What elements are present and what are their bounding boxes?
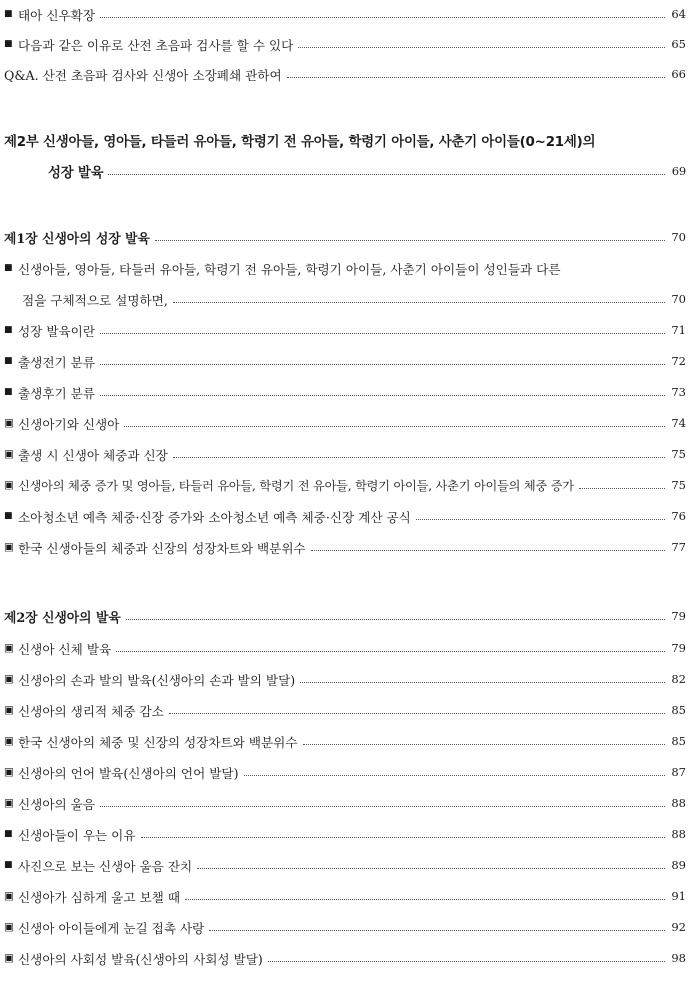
toc-page-number: 85 bbox=[671, 734, 686, 748]
toc-entry[interactable] bbox=[4, 535, 686, 559]
toc-page-number: 75 bbox=[671, 478, 686, 492]
toc-entry-title: 다음과 같은 이유로 산전 초음파 검사를 할 수 있다 bbox=[18, 37, 294, 53]
dot-leader bbox=[100, 333, 665, 334]
bullet-boxed-square-icon: ▣ bbox=[4, 890, 14, 902]
toc-entry-title: 사진으로 보는 신생아 울음 잔치 bbox=[18, 858, 193, 874]
bullet-boxed-square-icon: ▣ bbox=[4, 448, 14, 460]
toc-entry-title: 신생아의 체중 증가 및 영아들, 타들러 유아들, 학령기 전 유아들, 학령기 아이들, 사춘기 아이들의 체중 증가 bbox=[18, 478, 574, 493]
toc-entry[interactable] bbox=[4, 760, 686, 784]
dot-leader bbox=[100, 17, 665, 18]
toc-entry[interactable] bbox=[4, 636, 686, 660]
toc-entry-continuation[interactable] bbox=[4, 287, 686, 311]
toc-entry[interactable] bbox=[4, 349, 686, 373]
toc-page-number: 79 bbox=[671, 609, 686, 623]
toc-entry-title: 한국 신생아의 체중 및 신장의 성장차트와 백분위수 bbox=[18, 734, 298, 750]
dot-leader bbox=[100, 806, 665, 807]
toc-page-number: 66 bbox=[671, 67, 686, 81]
chapter-title: 제1장 신생아의 성장 발육 bbox=[4, 231, 150, 247]
bullet-boxed-square-icon: ▣ bbox=[4, 673, 14, 685]
dot-leader bbox=[268, 961, 665, 962]
toc-page-number: 77 bbox=[671, 540, 686, 554]
dot-leader bbox=[108, 174, 665, 175]
toc-entry-title: 신생아의 생리적 체중 감소 bbox=[18, 703, 164, 719]
part-title-line1: 제2부 신생아들, 영아들, 타들러 유아들, 학령기 전 유아들, 학령기 아이들, 사춘기 아이들(0~21세)의 bbox=[4, 134, 596, 150]
toc-page-number: 64 bbox=[671, 7, 686, 21]
bullet-boxed-square-icon: ▣ bbox=[4, 735, 14, 747]
toc-page-number: 82 bbox=[671, 672, 686, 686]
dot-leader bbox=[173, 302, 665, 303]
dot-leader bbox=[100, 364, 665, 365]
toc-entry-title: 신생아가 심하게 울고 보챌 때 bbox=[18, 889, 180, 905]
toc-entry[interactable] bbox=[4, 504, 686, 528]
toc-entry-title: 성장 발육이란 bbox=[18, 323, 95, 339]
dot-leader bbox=[311, 550, 665, 551]
toc-page-number: 91 bbox=[671, 889, 686, 903]
toc-page-number: 89 bbox=[671, 858, 686, 872]
toc-page-number: 72 bbox=[671, 354, 686, 368]
bullet-square-icon: ■ bbox=[4, 263, 13, 273]
toc-page-number: 85 bbox=[671, 703, 686, 717]
bullet-square-icon: ■ bbox=[4, 829, 13, 839]
bullet-boxed-square-icon: ▣ bbox=[4, 704, 14, 716]
toc-page-number: 73 bbox=[671, 385, 686, 399]
toc-entry-title: 신생아의 손과 발의 발육(신생아의 손과 발의 발달) bbox=[18, 672, 296, 688]
dot-leader bbox=[300, 682, 665, 683]
toc-page-number: 75 bbox=[671, 447, 686, 461]
bullet-boxed-square-icon: ▣ bbox=[4, 797, 14, 809]
toc-entry-title: 출생 시 신생아 체중과 신장 bbox=[18, 447, 168, 463]
dot-leader bbox=[100, 395, 665, 396]
dot-leader bbox=[303, 744, 666, 745]
bullet-square-icon: ■ bbox=[4, 39, 13, 49]
toc-entry[interactable] bbox=[4, 946, 686, 970]
bullet-square-icon: ■ bbox=[4, 325, 13, 335]
toc-page-number: 88 bbox=[671, 796, 686, 810]
toc-entry[interactable] bbox=[4, 729, 686, 753]
toc-page-number: 87 bbox=[671, 765, 686, 779]
bullet-boxed-square-icon: ▣ bbox=[4, 479, 14, 491]
bullet-square-icon: ■ bbox=[4, 356, 13, 366]
dot-leader bbox=[209, 930, 665, 931]
dot-leader bbox=[155, 240, 665, 241]
toc-page-number: 74 bbox=[671, 416, 686, 430]
toc-page-number: 92 bbox=[671, 920, 686, 934]
dot-leader bbox=[298, 47, 665, 48]
dot-leader bbox=[287, 77, 665, 78]
dot-leader bbox=[116, 651, 665, 652]
toc-entry-title: 신생아기와 신생아 bbox=[18, 416, 120, 432]
bullet-boxed-square-icon: ▣ bbox=[4, 921, 14, 933]
toc-entry[interactable] bbox=[4, 915, 686, 939]
toc-page-number: 76 bbox=[671, 509, 686, 523]
dot-leader bbox=[197, 868, 665, 869]
toc-page-number: 69 bbox=[671, 164, 686, 178]
dot-leader bbox=[416, 519, 665, 520]
dot-leader bbox=[185, 899, 665, 900]
toc-entry[interactable] bbox=[4, 791, 686, 815]
toc-entry-title: 신생아의 울음 bbox=[18, 796, 95, 812]
toc-entry-title: 신생아의 언어 발육(신생아의 언어 발달) bbox=[18, 765, 239, 781]
toc-page-number: 71 bbox=[671, 323, 686, 337]
toc-entry[interactable] bbox=[4, 698, 686, 722]
bullet-boxed-square-icon: ▣ bbox=[4, 952, 14, 964]
chapter-heading[interactable] bbox=[4, 604, 686, 628]
part-title-line2: 성장 발육 bbox=[48, 165, 104, 181]
toc-entry-title: 신생아들, 영아들, 타들러 유아들, 학령기 전 유아들, 학령기 아이들, 사춘기 아이들이 성인들과 다른 bbox=[18, 261, 561, 277]
toc-entry[interactable] bbox=[4, 318, 686, 342]
toc-entry-title-continuation: 점을 구체적으로 설명하면, bbox=[22, 292, 168, 308]
toc-page-number: 79 bbox=[671, 641, 686, 655]
toc-entry[interactable] bbox=[4, 32, 686, 56]
part-heading[interactable] bbox=[4, 127, 686, 153]
bullet-boxed-square-icon: ▣ bbox=[4, 417, 14, 429]
toc-entry[interactable] bbox=[4, 822, 686, 846]
dot-leader bbox=[579, 488, 665, 489]
toc-entry[interactable] bbox=[4, 380, 686, 404]
toc-entry-title: 한국 신생아들의 체중과 신장의 성장차트와 백분위수 bbox=[18, 540, 306, 556]
dot-leader bbox=[173, 457, 665, 458]
dot-leader bbox=[126, 619, 665, 620]
bullet-boxed-square-icon: ▣ bbox=[4, 642, 14, 654]
dot-leader bbox=[244, 775, 666, 776]
toc-entry[interactable] bbox=[4, 442, 686, 466]
toc-entry-title: 신생아의 사회성 발육(신생아의 사회성 발달) bbox=[18, 951, 263, 967]
toc-entry-title: 신생아 아이들에게 눈길 접촉 사랑 bbox=[18, 920, 205, 936]
bullet-square-icon: ■ bbox=[4, 9, 13, 19]
toc-entry[interactable] bbox=[4, 256, 686, 280]
toc-entry-title: 신생아들이 우는 이유 bbox=[18, 827, 136, 843]
chapter-title: 제2장 신생아의 발육 bbox=[4, 610, 121, 626]
dot-leader bbox=[141, 837, 666, 838]
toc-entry[interactable] bbox=[4, 667, 686, 691]
toc-entry[interactable] bbox=[4, 473, 686, 497]
toc-entry[interactable] bbox=[4, 411, 686, 435]
toc-entry[interactable] bbox=[4, 62, 686, 86]
dot-leader bbox=[124, 426, 665, 427]
toc-entry-title: 출생전기 분류 bbox=[18, 354, 95, 370]
bullet-boxed-square-icon: ▣ bbox=[4, 766, 14, 778]
toc-page-number: 70 bbox=[671, 292, 686, 306]
toc-page-number: 88 bbox=[671, 827, 686, 841]
toc-entry[interactable] bbox=[4, 884, 686, 908]
toc-entry-title: 태아 신우확장 bbox=[18, 7, 95, 23]
toc-entry[interactable] bbox=[4, 2, 686, 26]
chapter-heading[interactable] bbox=[4, 225, 686, 249]
toc-entry[interactable] bbox=[4, 853, 686, 877]
toc-entry-title: 신생아 신체 발육 bbox=[18, 641, 112, 657]
part-heading-continuation[interactable] bbox=[4, 158, 686, 184]
toc-entry-title: 출생후기 분류 bbox=[18, 385, 95, 401]
toc-entry-title: 소아청소년 예측 체중·신장 증가와 소아청소년 예측 체중·신장 계산 공식 bbox=[18, 509, 411, 525]
bullet-square-icon: ■ bbox=[4, 511, 13, 521]
bullet-boxed-square-icon: ▣ bbox=[4, 541, 14, 553]
bullet-square-icon: ■ bbox=[4, 387, 13, 397]
toc-page-number: 65 bbox=[671, 37, 686, 51]
bullet-square-icon: ■ bbox=[4, 860, 13, 870]
toc-page-number: 70 bbox=[671, 230, 686, 244]
toc-page-number: 98 bbox=[671, 951, 686, 965]
toc-entry-title: Q&A. 산전 초음파 검사와 신생아 소장폐쇄 관하여 bbox=[4, 67, 282, 83]
dot-leader bbox=[169, 713, 665, 714]
